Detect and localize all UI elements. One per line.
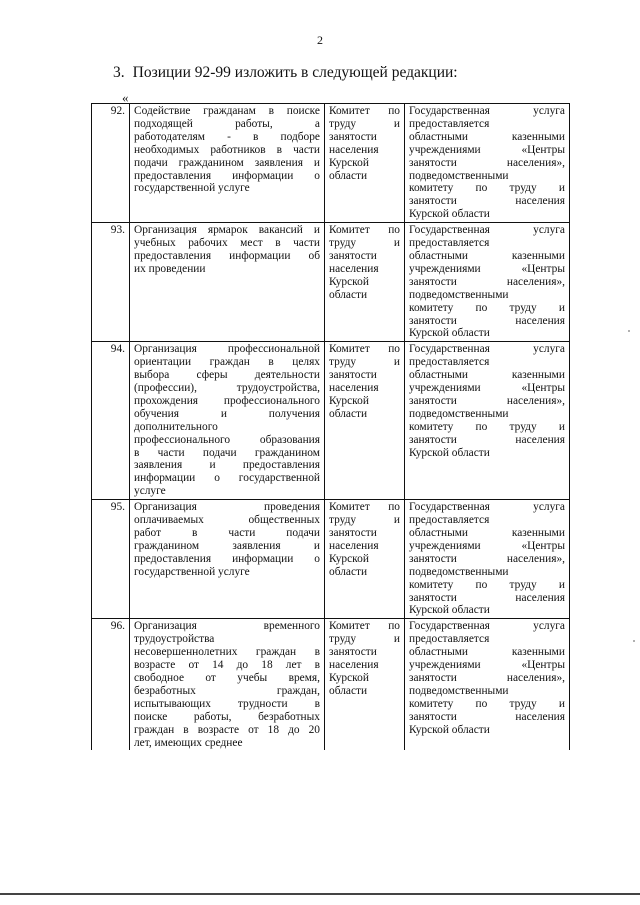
cell-line: Комитет по [329, 501, 400, 514]
cell-line: Курской области [409, 208, 490, 221]
cell-line: областными казенными [409, 249, 565, 262]
cell-line: занятости населения», [409, 671, 565, 684]
cell-line: необходимых работников в части [134, 143, 320, 156]
cell-line: комитету по труду и [409, 420, 565, 433]
responsible-authority-cell [325, 223, 405, 342]
cell-line: области [329, 684, 368, 697]
cell-line: области [329, 565, 368, 578]
cell-line: возрасте от 14 до 18 лет в [134, 659, 320, 672]
cell-line: комитету по труду и [409, 697, 565, 710]
cell-line: комитету по труду и [409, 182, 565, 195]
cell-line: работ в части подачи [134, 527, 320, 539]
cell-line: учреждениями «Центры [409, 262, 565, 275]
cell-line: Организация временного [134, 620, 320, 633]
cell-line: (профессии), трудоустройства, [134, 382, 320, 395]
cell-line: областными казенными [409, 527, 565, 539]
cell-line: подведомственными [409, 407, 509, 420]
cell-line: граждан в возрасте от 18 до 20 [134, 723, 320, 736]
cell-line: Курской [329, 671, 369, 684]
cell-line: Курской области [409, 446, 490, 459]
cell-line: Комитет по [329, 620, 400, 633]
responsible-authority-cell [325, 342, 405, 500]
cell-line: выбора сферы деятельности [134, 369, 320, 382]
service-name-cell [130, 223, 325, 342]
cell-line: областными казенными [409, 646, 565, 659]
table-row [92, 500, 570, 619]
cell-line: занятости населения», [409, 552, 565, 565]
position-number: 94. [92, 342, 130, 500]
cell-line: занятости населения [409, 314, 565, 327]
service-name-cell [130, 619, 325, 751]
responsible-authority-cell [325, 500, 405, 619]
cell-line: их проведении [134, 262, 206, 275]
cell-line: труду и [329, 237, 400, 250]
table-row [92, 619, 570, 751]
provision-note-cell [405, 619, 570, 751]
cell-line: прохождения профессионального [134, 394, 320, 407]
cell-line: подходящей работы, а [134, 117, 320, 130]
cell-line: безработных граждан, [134, 684, 320, 697]
cell-line: предоставления информации о [134, 552, 320, 565]
cell-line: занятости населения [409, 433, 565, 446]
cell-line: предоставления информации о [134, 169, 320, 182]
cell-line: ориентации граждан в целях [134, 356, 320, 369]
cell-line: занятости населения [409, 195, 565, 208]
cell-line: профессионального образования [134, 433, 320, 446]
cell-line: труду и [329, 633, 400, 646]
cell-line: Курской [329, 394, 369, 407]
table-row [92, 223, 570, 342]
cell-line: предоставляется [409, 356, 490, 369]
cell-line: Курской [329, 552, 369, 565]
heading-text: Позиции 92-99 изложить в следующей редакции: [132, 64, 458, 81]
cell-line: занятости населения», [409, 394, 565, 407]
cell-line: Организация проведения [134, 501, 320, 514]
cell-line: подведомственными [409, 684, 509, 697]
cell-line: занятости [329, 249, 377, 262]
positions-table [91, 103, 570, 750]
cell-line: занятости [329, 130, 377, 143]
cell-line: государственной услуге [134, 182, 250, 195]
cell-line: занятости населения», [409, 156, 565, 169]
cell-line: предоставляется [409, 514, 490, 527]
cell-line: области [329, 288, 368, 301]
cell-line: занятости населения [409, 591, 565, 604]
cell-line: области [329, 407, 368, 420]
cell-line: занятости населения», [409, 275, 565, 288]
cell-line: населения [329, 539, 379, 552]
responsible-authority-cell [325, 104, 405, 223]
table-row [92, 342, 570, 500]
position-number: 93. [92, 223, 130, 342]
cell-line: населения [329, 382, 379, 395]
cell-line: государственной услуге [134, 565, 250, 578]
cell-line: Комитет по [329, 224, 400, 237]
cell-line: населения [329, 659, 379, 672]
provision-note-cell [405, 342, 570, 500]
cell-line: Содействие гражданам в поиске [134, 105, 320, 117]
cell-line: труду и [329, 514, 400, 527]
cell-line: труду и [329, 117, 400, 130]
cell-line: учреждениями «Центры [409, 539, 565, 552]
cell-line: областными казенными [409, 369, 565, 382]
cell-line: несовершеннолетних граждан в [134, 646, 320, 659]
cell-line: Курской [329, 156, 369, 169]
cell-line: обучения и получения [134, 407, 320, 420]
cell-line: предоставляется [409, 633, 490, 646]
scan-speck [628, 330, 630, 332]
cell-line: Организация профессиональной [134, 343, 320, 356]
cell-line: предоставляется [409, 117, 490, 130]
table-body [92, 104, 570, 751]
cell-line: трудоустройства [134, 633, 215, 646]
provision-note-cell [405, 500, 570, 619]
service-name-cell [130, 342, 325, 500]
opening-quote: « [122, 90, 129, 105]
cell-line: Государственная услуга [409, 620, 565, 633]
cell-line: Курской области [409, 327, 490, 340]
cell-line: информации о государственной [134, 472, 320, 485]
heading-number: 3. [113, 64, 125, 81]
cell-line: подачи гражданином заявления и [134, 156, 320, 169]
section-heading [113, 64, 458, 82]
cell-line: испытывающих трудности в [134, 697, 320, 710]
cell-line: учебных рабочих мест в части [134, 237, 320, 250]
service-name-cell [130, 500, 325, 619]
cell-line: предоставляется [409, 237, 490, 250]
cell-line: услуге [134, 485, 166, 498]
cell-line: Курской [329, 275, 369, 288]
cell-line: населения [329, 262, 379, 275]
cell-line: оплачиваемых общественных [134, 514, 320, 527]
cell-line: подведомственными [409, 288, 509, 301]
cell-line: Государственная услуга [409, 224, 565, 237]
cell-line: Курской области [409, 604, 490, 617]
cell-line: Организация ярмарок вакансий и [134, 224, 320, 237]
cell-line: в части подачи гражданином [134, 446, 320, 459]
position-number: 96. [92, 619, 130, 751]
cell-line: учреждениями «Центры [409, 382, 565, 395]
cell-line: подведомственными [409, 565, 509, 578]
page-number: 2 [317, 33, 323, 47]
cell-line: дополнительного [134, 420, 218, 433]
cell-line: населения [329, 143, 379, 156]
cell-line: труду и [329, 356, 400, 369]
cell-line: лет, имеющих среднее [134, 736, 243, 749]
cell-line: заявления и предоставления [134, 459, 320, 472]
responsible-authority-cell [325, 619, 405, 751]
cell-line: областными казенными [409, 130, 565, 143]
cell-line: занятости [329, 527, 377, 539]
cell-line: Курской области [409, 723, 490, 736]
cell-line: Государственная услуга [409, 105, 565, 117]
cell-line: свободное от учебы время, [134, 671, 320, 684]
cell-line: предоставления информации об [134, 249, 320, 262]
cell-line: занятости [329, 369, 377, 382]
cell-line: области [329, 169, 368, 182]
cell-line: Комитет по [329, 343, 400, 356]
cell-line: комитету по труду и [409, 578, 565, 591]
cell-line: Комитет по [329, 105, 400, 117]
cell-line: комитету по труду и [409, 301, 565, 314]
scan-speck [633, 640, 635, 642]
scan-bottom-edge [0, 893, 640, 895]
cell-line: поиске работы, безработных [134, 710, 320, 723]
position-number: 92. [92, 104, 130, 223]
cell-line: подведомственными [409, 169, 509, 182]
cell-line: гражданином заявления и [134, 539, 320, 552]
table-row [92, 104, 570, 223]
cell-line: Государственная услуга [409, 501, 565, 514]
cell-line: учреждениями «Центры [409, 143, 565, 156]
position-number: 95. [92, 500, 130, 619]
cell-line: Государственная услуга [409, 343, 565, 356]
provision-note-cell [405, 223, 570, 342]
cell-line: работодателям - в подборе [134, 130, 320, 143]
cell-line: занятости населения [409, 710, 565, 723]
cell-line: учреждениями «Центры [409, 659, 565, 672]
provision-note-cell [405, 104, 570, 223]
cell-line: занятости [329, 646, 377, 659]
service-name-cell [130, 104, 325, 223]
